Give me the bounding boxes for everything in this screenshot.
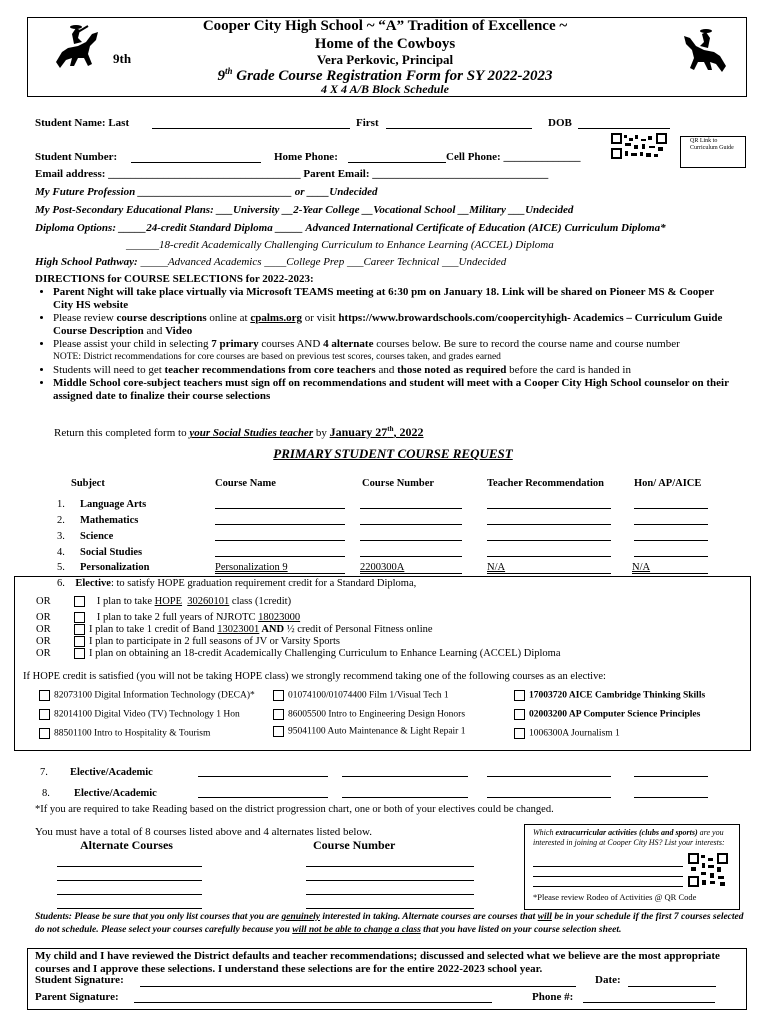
- sports-option[interactable]: I plan to participate in 2 full seasons of JV or Varsity Sports: [74, 636, 340, 647]
- ccHS-link[interactable]: https://www.browardschools.com/coopercityhigh- Academics – Curriculum Guide Course Description: [53, 312, 723, 337]
- course-number-header: Course Number: [313, 838, 396, 852]
- parent-signature-label: Parent Signature:: [35, 991, 119, 1003]
- or-label: OR: [36, 648, 51, 659]
- last-name-field[interactable]: [152, 128, 350, 129]
- phone-field[interactable]: [583, 1002, 715, 1003]
- course-checkbox[interactable]: [273, 726, 284, 737]
- rodeo-note: *Please review Rodeo of Activities @ QR Code: [533, 892, 697, 902]
- direction-note: NOTE: District recommendations for core courses are based on previous test scores, courses taken, and grades earned: [53, 352, 501, 362]
- row-num: 4.: [57, 547, 65, 558]
- block-schedule: 4 X 4 A/B Block Schedule: [321, 82, 449, 96]
- alternate-number-field[interactable]: [306, 880, 474, 881]
- course-checkbox[interactable]: [273, 690, 284, 701]
- course-number-field[interactable]: [360, 540, 462, 541]
- home-phone-label: Home Phone:: [274, 151, 338, 163]
- hon-underline: [632, 573, 708, 574]
- cpalms-link[interactable]: cpalms.org: [250, 312, 302, 324]
- course-name-field[interactable]: [198, 797, 328, 798]
- course-name-field[interactable]: [215, 540, 345, 541]
- course-option[interactable]: 02003200 AP Computer Science Principles: [514, 709, 700, 720]
- student-last-name-label: Student Name: Last: [35, 117, 130, 129]
- row-num: 7.: [40, 767, 48, 778]
- course-name-underline: [215, 573, 345, 574]
- elective-6-line: 6. Elective: to satisfy HOPE graduation requirement credit for a Standard Diploma,: [57, 578, 417, 589]
- course-checkbox[interactable]: [273, 709, 284, 720]
- or-label: OR: [36, 596, 51, 607]
- or-label: OR: [36, 624, 51, 635]
- post-secondary-line[interactable]: My Post-Secondary Educational Plans: ___University __2-Year College __Vocational School __Military ___Undecided: [35, 204, 574, 216]
- cell-phone-label[interactable]: Cell Phone: ______________: [446, 151, 581, 163]
- school-motto: Home of the Cowboys: [314, 36, 456, 52]
- row-subject: Elective/Academic: [74, 788, 157, 799]
- njrotc-option[interactable]: I plan to take 2 full years of NJROTC 18023000: [74, 612, 300, 623]
- accel-checkbox[interactable]: [74, 648, 85, 659]
- directions-title: DIRECTIONS for COURSE SELECTIONS for 2022-2023:: [35, 273, 314, 285]
- course-option[interactable]: 82073100 Digital Information Technology (DECA)*: [39, 690, 255, 701]
- band-option[interactable]: I plan to take 1 credit of Band 13023001 AND ½ credit of Personal Fitness online: [74, 624, 433, 635]
- course-checkbox[interactable]: [514, 728, 525, 739]
- course-name-value: Personalization 9: [215, 562, 288, 573]
- first-name-field[interactable]: [386, 128, 532, 129]
- parent-signature-field[interactable]: [134, 1002, 492, 1003]
- form-title: 9th Grade Course Registration Form for SY 2022-2023: [217, 66, 553, 84]
- course-name-field[interactable]: [215, 524, 345, 525]
- band-checkbox[interactable]: [74, 624, 85, 635]
- qr-code-activities[interactable]: [688, 853, 728, 887]
- course-number-field[interactable]: [360, 524, 462, 525]
- course-number-underline: [360, 573, 462, 574]
- row-subject: Personalization: [80, 562, 150, 573]
- hon-field[interactable]: [634, 540, 708, 541]
- alternate-course-field[interactable]: [57, 880, 202, 881]
- row-num: 2.: [57, 515, 65, 526]
- course-number-value: 2200300A: [360, 562, 405, 573]
- dob-label: DOB: [548, 117, 572, 129]
- student-signature-field[interactable]: [140, 986, 576, 987]
- alternate-number-field[interactable]: [306, 866, 474, 867]
- dob-field[interactable]: [578, 128, 670, 129]
- alternate-course-field[interactable]: [57, 866, 202, 867]
- interest-field[interactable]: [533, 876, 683, 877]
- diploma-accel-line[interactable]: ______18-credit Academically Challenging Curriculum to Enhance Learning (ACCEL) Diploma: [126, 239, 554, 251]
- hope-option[interactable]: I plan to take HOPE 30260101 class (1credit): [74, 596, 291, 607]
- grade-label: 9th: [113, 51, 132, 66]
- hon-field[interactable]: [634, 524, 708, 525]
- course-number-field[interactable]: [360, 556, 462, 557]
- hon-field[interactable]: [634, 797, 708, 798]
- alternate-course-field[interactable]: [57, 908, 202, 909]
- course-option[interactable]: 95041100 Auto Maintenance & Light Repair 1: [273, 726, 465, 737]
- course-name-field[interactable]: [215, 556, 345, 557]
- alternate-course-field[interactable]: [57, 894, 202, 895]
- hope-satisfied-text: If HOPE credit is satisfied (you will not be taking HOPE class) we strongly recommend taking one of the following courses as an elective:: [23, 671, 606, 682]
- row-num: 3.: [57, 531, 65, 542]
- reading-note: *If you are required to take Reading based on the district progression chart, one or both of your electives could be changed.: [35, 804, 554, 815]
- course-option[interactable]: 01074100/01074400 Film 1/Visual Tech 1: [273, 690, 449, 701]
- hon-field[interactable]: [634, 508, 708, 509]
- course-option[interactable]: 86005500 Intro to Engineering Design Honors: [273, 709, 465, 720]
- row-num: 5.: [57, 562, 65, 573]
- course-number-field[interactable]: [360, 508, 462, 509]
- direction-parent-night: • Parent Night will take place virtually via Microsoft TEAMS meeting at 6:30 pm on January 18. Link will be shared on Pioneer MS & Cooper City HS website: [53, 286, 735, 312]
- course-option[interactable]: 88501100 Intro to Hospitality & Tourism: [39, 728, 210, 739]
- return-instructions: Return this completed form to your Social Studies teacher by January 27th, 2022: [54, 425, 424, 439]
- qr-code-curriculum[interactable]: [611, 133, 667, 159]
- row-num: 1.: [57, 499, 65, 510]
- course-checkbox[interactable]: [39, 728, 50, 739]
- qr-link-label: QR Link to Curriculum Guide: [690, 138, 734, 151]
- row-subject: Social Studies: [80, 547, 143, 558]
- date-label: Date:: [595, 974, 621, 986]
- phone-label: Phone #:: [532, 991, 574, 1003]
- home-phone-field[interactable]: [348, 162, 446, 163]
- direction-counselor: • Middle School core-subject teachers must sign off on recommendations and student will meet with a Cooper City High School counselor on their assigned date to finalize their course selections: [53, 377, 735, 403]
- accel-option[interactable]: I plan on obtaining an 18-credit Academically Challenging Curriculum to Enhance Learning (ACCEL) Diploma: [74, 648, 561, 659]
- directions-list: [35, 286, 735, 403]
- col-course-name: Course Name: [215, 478, 276, 489]
- sports-checkbox[interactable]: [74, 636, 85, 647]
- row-num: 8.: [42, 788, 50, 799]
- teacher-rec-field[interactable]: [487, 776, 611, 777]
- alternate-courses-header: Alternate Courses: [80, 838, 173, 852]
- course-option[interactable]: 1006300A Journalism 1: [514, 728, 620, 739]
- direction-teacher-recs: • Students will need to get teacher recommendations from core teachers and those noted as required before the card is handed in: [53, 364, 735, 377]
- pathway-line[interactable]: High School Pathway: _____Advanced Academics ____College Prep ___Career Technical ___Undecided: [35, 256, 507, 268]
- alternate-number-field[interactable]: [306, 894, 474, 895]
- course-option[interactable]: 82014100 Digital Video (TV) Technology 1 Hon: [39, 709, 240, 720]
- or-label: OR: [36, 612, 51, 623]
- course-option[interactable]: 17003720 AICE Cambridge Thinking Skills: [514, 690, 705, 701]
- teacher-rec-underline: [487, 573, 611, 574]
- course-number-field[interactable]: [342, 776, 468, 777]
- hon-value: N/A: [632, 562, 651, 573]
- col-teacher-rec: Teacher Recommendation: [487, 478, 604, 489]
- course-checkbox[interactable]: [39, 690, 50, 701]
- students-note: Students: Please be sure that you only list courses that you are genuinely interested in taking. Alternate courses are courses that will be in your schedule if the first 7 courses selected do not schedule. Please select your courses carefully because you will not be able to change a class that you have listed on your course selection sheet.: [35, 912, 744, 935]
- student-number-field[interactable]: [131, 162, 261, 163]
- primary-request-title: PRIMARY STUDENT COURSE REQUEST: [273, 446, 513, 461]
- course-number-field[interactable]: [342, 797, 468, 798]
- njrotc-checkbox[interactable]: [74, 612, 85, 623]
- teacher-rec-field[interactable]: [487, 540, 611, 541]
- student-number-label: Student Number:: [35, 151, 118, 163]
- teacher-rec-value: N/A: [487, 562, 506, 573]
- alternates-intro: You must have a total of 8 courses listed above and 4 alternates listed below.: [35, 826, 372, 838]
- course-checkbox[interactable]: [39, 709, 50, 720]
- row-subject: Science: [80, 531, 114, 542]
- col-hon-ap: Hon/ AP/AICE: [634, 478, 702, 489]
- row-subject: Elective/Academic: [70, 767, 153, 778]
- hope-checkbox[interactable]: [74, 596, 85, 607]
- row-subject: Mathematics: [80, 515, 139, 526]
- first-name-label: First: [356, 117, 379, 129]
- teacher-rec-field[interactable]: [487, 556, 611, 557]
- diploma-options-line[interactable]: Diploma Options: _____24-credit Standard Diploma _____ Advanced International Certificate of Education (AICE) Curriculum Diploma*: [35, 222, 666, 234]
- or-label: OR: [36, 636, 51, 647]
- direction-select-courses: • Please assist your child in selecting 7 primary courses AND 4 alternate courses below. Be sure to record the course name and course number NOTE: District recommendations for core courses are based on previous test scores, courses taken, and grades earned: [53, 338, 735, 364]
- alternate-number-field[interactable]: [306, 908, 474, 909]
- interest-field[interactable]: [533, 866, 683, 867]
- agreement-text: My child and I have reviewed the District defaults and teacher recommendations; discussed and selected what we believe are the most appropriate courses and I approve these selections. I understand these selections are for the entire 2022-2023 school year.: [35, 950, 720, 975]
- col-course-number: Course Number: [362, 478, 435, 489]
- school-title: Cooper City High School ~ “A” Tradition of Excellence ~: [202, 18, 568, 34]
- teacher-rec-field[interactable]: [487, 797, 611, 798]
- hon-field[interactable]: [634, 556, 708, 557]
- date-field[interactable]: [628, 986, 716, 987]
- row-subject: Language Arts: [80, 499, 147, 510]
- course-checkbox[interactable]: [514, 709, 525, 720]
- direction-review-courses: • Please review course descriptions online at cpalms.org or visit https://www.browardschools.com/coopercityhigh- Academics – Curriculum Guide Course Description and Video: [53, 312, 735, 338]
- teacher-rec-field[interactable]: [487, 508, 611, 509]
- teacher-rec-field[interactable]: [487, 524, 611, 525]
- interest-field[interactable]: [533, 886, 683, 887]
- principal-name: Vera Perkovic, Principal: [316, 52, 454, 67]
- hon-field[interactable]: [634, 776, 708, 777]
- extracurricular-prompt: Which extracurricular activities (clubs and sports) are you interested in joining at Cooper City HS? List your interests:: [533, 828, 725, 847]
- student-signature-label: Student Signature:: [35, 974, 124, 986]
- course-name-field[interactable]: [215, 508, 345, 509]
- course-checkbox[interactable]: [514, 690, 525, 701]
- col-subject: Subject: [71, 478, 105, 489]
- future-profession-line[interactable]: My Future Profession ____________________________ or ____Undecided: [35, 186, 378, 198]
- email-line[interactable]: Email address: ___________________________________ Parent Email: ________________________________: [35, 168, 549, 180]
- course-name-field[interactable]: [198, 776, 328, 777]
